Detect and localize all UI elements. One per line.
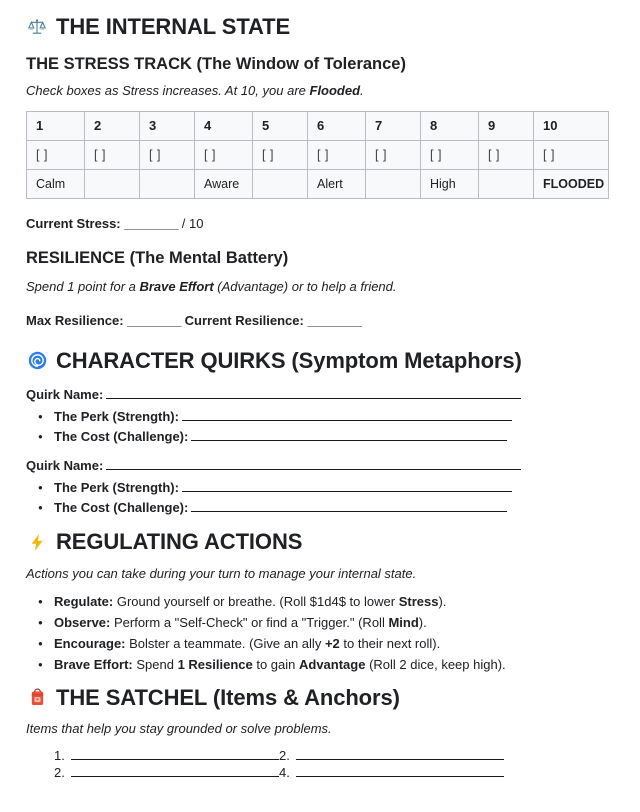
action-name: Encourage: <box>54 635 126 651</box>
stress-level-number: 7 <box>366 111 421 140</box>
satchel-lede: Items that help you stay grounded or solve problems. <box>26 721 332 737</box>
stress-level-number: 9 <box>479 111 534 140</box>
resilience-fields <box>26 312 614 330</box>
stress-level-label: Aware <box>195 169 253 198</box>
backpack-icon <box>26 687 48 709</box>
stress-level-number: 2 <box>85 111 140 140</box>
stress-checkbox[interactable]: [ ] <box>366 140 421 169</box>
action-text: ). <box>418 614 427 630</box>
current-stress-blank[interactable]: ________ <box>124 215 179 231</box>
stress-checkbox[interactable]: [ ] <box>140 140 195 169</box>
section-heading-internal-state <box>26 14 614 40</box>
quirk-name-field <box>26 386 614 404</box>
section-title-text: THE INTERNAL STATE <box>56 14 291 39</box>
action-text: Ground yourself or breathe. (Roll <box>113 593 310 609</box>
stress-checkbox[interactable]: [ ] <box>308 140 366 169</box>
satchel-row <box>54 748 614 765</box>
stress-checkbox[interactable]: [ ] <box>253 140 308 169</box>
stress-checkbox[interactable]: [ ] <box>27 140 85 169</box>
action-name: Regulate: <box>54 593 114 609</box>
table-row-checkboxes <box>27 140 609 169</box>
stress-level-label: High <box>421 169 479 198</box>
quirk-entry <box>26 457 614 517</box>
stress-track-lede <box>26 83 614 100</box>
quirk-cost-field <box>38 427 614 447</box>
satchel-item-number: 2. <box>279 748 290 764</box>
section-title-text: REGULATING ACTIONS <box>56 529 303 555</box>
current-stress-field <box>26 215 614 233</box>
satchel-row <box>54 765 614 782</box>
action-name: Observe: <box>54 614 111 630</box>
regulating-actions-lede: Actions you can take during your turn to manage your internal state. <box>26 565 417 581</box>
stress-checkbox[interactable]: [ ] <box>195 140 253 169</box>
spiral-icon <box>26 350 48 372</box>
section-heading-satchel <box>26 685 614 711</box>
stress-level-number: 5 <box>253 111 308 140</box>
stress-level-label <box>140 169 195 198</box>
regulating-action-item <box>38 654 614 675</box>
quirk-perk-input-line[interactable] <box>182 481 512 492</box>
satchel-item-right <box>279 748 504 765</box>
regulating-action-item <box>38 591 614 612</box>
section-heading-character-quirks <box>26 348 614 374</box>
quirk-name-label: Quirk Name: <box>26 458 104 474</box>
action-text: Perform a "Self-Check" or find a "Trigger." (Roll <box>110 614 389 630</box>
quirk-cost-input-line[interactable] <box>191 430 507 441</box>
quirk-detail-list <box>26 407 614 446</box>
stress-checkbox[interactable]: [ ] <box>479 140 534 169</box>
quirk-name-field <box>26 457 614 475</box>
stress-level-number: 8 <box>421 111 479 140</box>
resilience-lede-suffix: (Advantage) or to help a friend. <box>213 279 397 295</box>
quirk-perk-label: ● The Perk (Strength): <box>54 480 179 496</box>
section-title-text: CHARACTER QUIRKS (Symptom Metaphors) <box>56 347 522 373</box>
action-text: ). <box>438 593 447 609</box>
section-title-text: THE SATCHEL (Items & Anchors) <box>56 684 400 710</box>
lede-prefix: Check boxes as Stress increases. At 10, you are <box>26 83 310 99</box>
satchel-item-right <box>279 765 504 782</box>
action-emphasis: 1 Resilience <box>177 656 253 672</box>
quirk-perk-input-line[interactable] <box>182 410 512 421</box>
action-emphasis: Advantage <box>299 656 366 672</box>
max-resilience-blank[interactable]: ________ <box>127 312 182 328</box>
table-row-numbers <box>27 111 609 140</box>
current-resilience-blank[interactable]: ________ <box>307 312 362 328</box>
satchel-item-number: 2. <box>54 764 65 780</box>
quirk-entry <box>26 386 614 446</box>
satchel-item-input-line[interactable] <box>71 748 279 760</box>
stress-track-heading: THE STRESS TRACK (The Window of Tolerance) <box>26 55 406 74</box>
stress-level-number: 6 <box>308 111 366 140</box>
stress-checkbox[interactable]: [ ] <box>85 140 140 169</box>
stress-level-label <box>253 169 308 198</box>
satchel-item-left <box>54 765 279 782</box>
resilience-heading: RESILIENCE (The Mental Battery) <box>26 249 289 268</box>
resilience-lede-prefix: Spend 1 point for a <box>26 279 140 295</box>
regulating-actions-list <box>26 591 614 675</box>
regulating-action-item <box>38 612 614 633</box>
action-text: (Roll 2 dice, keep high). <box>365 656 506 672</box>
quirk-name-label: Quirk Name: <box>26 386 104 402</box>
stress-level-label <box>479 169 534 198</box>
quirk-cost-field <box>38 498 614 518</box>
stress-level-number: 1 <box>27 111 85 140</box>
current-stress-label: Current Stress: <box>26 215 121 231</box>
stress-level-label: Calm <box>27 169 85 198</box>
stress-track-table <box>26 111 609 199</box>
satchel-item-left <box>54 748 279 765</box>
action-name: Brave Effort: <box>54 656 133 672</box>
quirk-name-input-line[interactable] <box>106 388 521 399</box>
table-row-labels <box>27 169 609 198</box>
stress-level-number: 4 <box>195 111 253 140</box>
stress-level-label <box>85 169 140 198</box>
action-emphasis: Stress <box>398 593 439 609</box>
action-text: $1d4$ <box>309 593 346 609</box>
lightning-bolt-icon <box>26 531 48 553</box>
current-resilience-label: Current Resilience: <box>184 312 304 328</box>
satchel-item-number: 1. <box>54 748 65 764</box>
quirk-cost-label: ● The Cost (Challenge): <box>54 499 189 515</box>
action-text: to gain <box>252 656 299 672</box>
lede-bold: Flooded <box>309 83 361 99</box>
quirk-cost-input-line[interactable] <box>191 501 507 512</box>
satchel-item-input-line[interactable] <box>296 765 504 777</box>
quirk-detail-list <box>26 478 614 517</box>
satchel-item-input-line[interactable] <box>71 765 279 777</box>
regulating-action-item <box>38 633 614 654</box>
quirk-name-input-line[interactable] <box>106 459 521 470</box>
satchel-item-number: 4. <box>279 764 290 780</box>
action-text: to their next roll). <box>339 635 441 651</box>
lede-suffix: . <box>360 83 364 99</box>
satchel-item-input-line[interactable] <box>296 748 504 760</box>
stress-level-number: 10 <box>534 111 609 140</box>
action-text: Bolster a teammate. (Give an ally <box>125 635 325 651</box>
stress-checkbox[interactable]: [ ] <box>421 140 479 169</box>
quirks-container <box>26 386 614 517</box>
action-text: to lower <box>345 593 399 609</box>
satchel-items-grid <box>26 748 614 781</box>
stress-track-table-wrap <box>26 111 614 199</box>
action-text: Spend <box>132 656 178 672</box>
stress-level-label <box>366 169 421 198</box>
section-heading-regulating-actions <box>26 529 614 555</box>
max-resilience-label: Max Resilience: <box>26 312 124 328</box>
quirk-perk-label: ● The Perk (Strength): <box>54 409 179 425</box>
action-emphasis: +2 <box>324 635 340 651</box>
resilience-lede <box>26 279 614 296</box>
action-emphasis: Mind <box>388 614 419 630</box>
quirk-perk-field <box>38 478 614 498</box>
balance-scales-icon <box>26 16 48 38</box>
stress-level-label: Alert <box>308 169 366 198</box>
stress-level-number: 3 <box>140 111 195 140</box>
quirk-cost-label: ● The Cost (Challenge): <box>54 428 189 444</box>
resilience-lede-bold: Brave Effort <box>139 279 214 295</box>
stress-checkbox[interactable]: [ ] <box>534 140 609 169</box>
quirk-perk-field <box>38 407 614 427</box>
current-stress-max: / 10 <box>181 215 204 231</box>
stress-level-label: FLOODED <box>534 169 609 198</box>
